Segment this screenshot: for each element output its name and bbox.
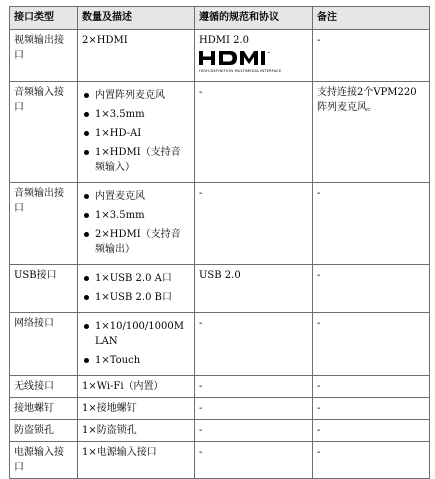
- cell-description: 1×防盗锁孔: [78, 420, 195, 442]
- cell-interface-type: 网络接口: [10, 313, 78, 376]
- hdmi-logo: [199, 50, 308, 74]
- cell-spec: USB 2.0: [195, 265, 313, 313]
- cell-description: 1×接地螺钉: [78, 398, 195, 420]
- description-list: [82, 319, 190, 368]
- cell-interface-type: 无线接口: [10, 376, 78, 398]
- cell-description: [78, 82, 195, 183]
- cell-description: [78, 265, 195, 313]
- hdmi-tm: ™: [267, 51, 271, 56]
- list-item: 1×10/100/1000M LAN: [82, 319, 190, 349]
- table-row: [10, 30, 430, 82]
- table-row: [10, 398, 430, 420]
- list-item: 1×HDMI（支持音频输入）: [82, 145, 190, 175]
- hdmi-tagline: HIGH-DEFINITION MULTIMEDIA INTERFACE: [199, 69, 282, 73]
- list-item: 内置阵列麦克风: [82, 88, 190, 103]
- cell-interface-type: 音频输入接口: [10, 82, 78, 183]
- cell-note: -: [313, 442, 430, 479]
- interface-spec-table: [9, 6, 430, 479]
- cell-description: [78, 313, 195, 376]
- cell-note: -: [313, 398, 430, 420]
- cell-spec: -: [195, 376, 313, 398]
- cell-interface-type: 接地螺钉: [10, 398, 78, 420]
- cell-interface-type: USB接口: [10, 265, 78, 313]
- list-item: 内置麦克风: [82, 189, 190, 204]
- cell-description: 2×HDMI: [78, 30, 195, 82]
- cell-description: 1×电源输入接口: [78, 442, 195, 479]
- cell-interface-type: 音频输出接口: [10, 183, 78, 265]
- cell-spec: -: [195, 420, 313, 442]
- cell-interface-type: 防盗锁孔: [10, 420, 78, 442]
- table-header-row: [10, 7, 430, 30]
- cell-note: -: [313, 183, 430, 265]
- header-spec-protocol: 遵循的规范和协议: [195, 7, 313, 30]
- list-item: 2×HDMI（支持音频输出）: [82, 227, 190, 257]
- list-item: 1×HD-AI: [82, 126, 190, 141]
- cell-spec: -: [195, 183, 313, 265]
- table-row: [10, 442, 430, 479]
- table-row: [10, 313, 430, 376]
- cell-spec: -: [195, 313, 313, 376]
- list-item: 1×Touch: [82, 353, 190, 368]
- cell-note: -: [313, 376, 430, 398]
- header-quantity-description: 数量及描述: [78, 7, 195, 30]
- header-remarks: 备注: [313, 7, 430, 30]
- table-row: [10, 183, 430, 265]
- list-item: 1×USB 2.0 B口: [82, 290, 190, 305]
- cell-interface-type: 视频输出接口: [10, 30, 78, 82]
- cell-spec: [195, 30, 313, 82]
- cell-note: 支持连接2个VPM220阵列麦克风。: [313, 82, 430, 183]
- table-row: [10, 82, 430, 183]
- header-interface-type: 接口类型: [10, 7, 78, 30]
- cell-description: 1×Wi-Fi（内置）: [78, 376, 195, 398]
- description-list: [82, 271, 190, 305]
- cell-interface-type: 电源输入接口: [10, 442, 78, 479]
- table-row: [10, 265, 430, 313]
- cell-note: -: [313, 30, 430, 82]
- description-list: [82, 88, 190, 175]
- cell-description: [78, 183, 195, 265]
- table-row: [10, 376, 430, 398]
- cell-spec: -: [195, 82, 313, 183]
- description-list: [82, 189, 190, 257]
- list-item: 1×USB 2.0 A口: [82, 271, 190, 286]
- spec-text: HDMI 2.0: [199, 35, 250, 46]
- hdmi-logo-mark: [199, 50, 287, 68]
- cell-spec: -: [195, 398, 313, 420]
- cell-note: -: [313, 313, 430, 376]
- list-item: 1×3.5mm: [82, 107, 190, 122]
- cell-spec: -: [195, 442, 313, 479]
- list-item: 1×3.5mm: [82, 208, 190, 223]
- table-row: [10, 420, 430, 442]
- cell-note: -: [313, 420, 430, 442]
- cell-note: -: [313, 265, 430, 313]
